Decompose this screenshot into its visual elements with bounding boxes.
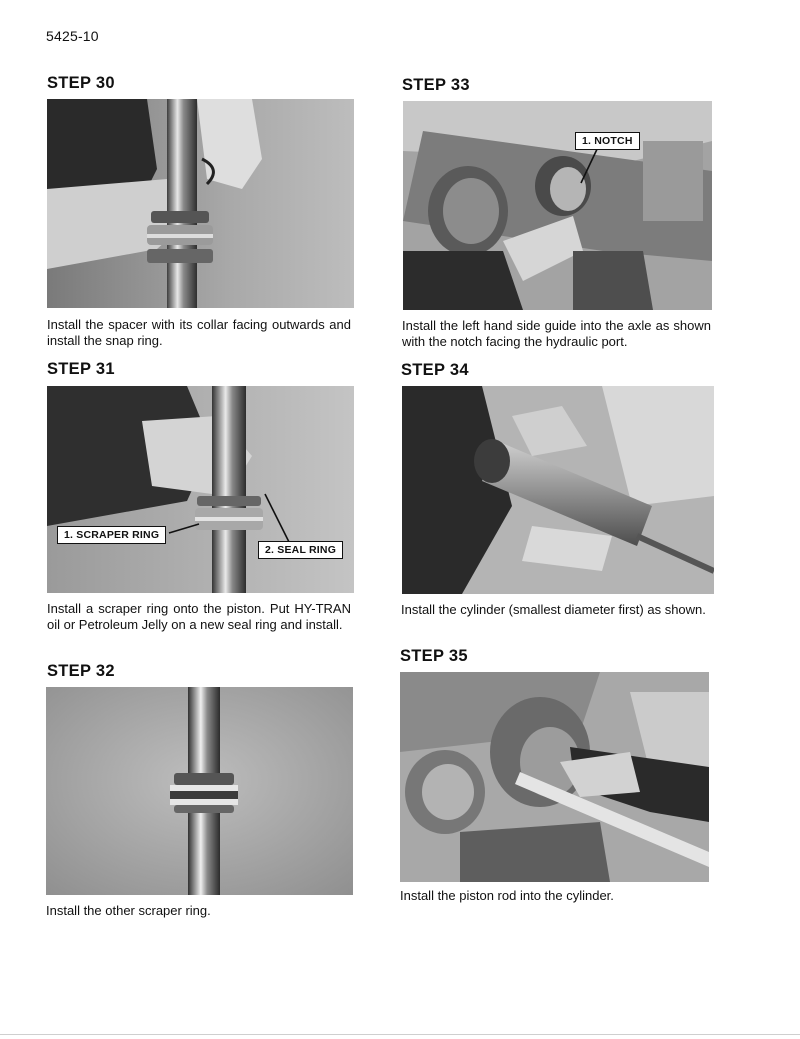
callout-scraper-ring: 1. SCRAPER RING — [57, 526, 166, 544]
piston-rod-insert-photo — [400, 672, 709, 882]
step-33-title: STEP 33 — [402, 76, 470, 94]
callout-seal-ring: 2. SEAL RING — [258, 541, 343, 559]
step-34-caption: Install the cylinder (smallest diameter first) as shown. — [401, 602, 706, 617]
step-35-title: STEP 35 — [400, 647, 468, 665]
step-33-caption: Install the left hand side guide into the axle as shown with the notch facing the hydraulic port. — [402, 318, 711, 349]
step-30-title: STEP 30 — [47, 74, 115, 92]
axle-guide-photo — [403, 101, 712, 310]
piston-rod-photo — [46, 687, 353, 895]
scraper-ring-photo — [47, 386, 354, 593]
step-32-title: STEP 32 — [47, 662, 115, 680]
step-31-title: STEP 31 — [47, 360, 115, 378]
step-32-caption: Install the other scraper ring. — [46, 903, 211, 918]
page-bottom-rule — [0, 1034, 800, 1035]
step-34-title: STEP 34 — [401, 361, 469, 379]
step-35-caption: Install the piston rod into the cylinder. — [400, 888, 614, 903]
callout-notch: 1. NOTCH — [575, 132, 640, 150]
step-30-caption: Install the spacer with its collar facing outwards and install the snap ring. — [47, 317, 351, 348]
step-31-caption: Install a scraper ring onto the piston. Put HY-TRAN oil or Petroleum Jelly on a new seal ring and install. — [47, 601, 351, 632]
cylinder-install-photo — [402, 386, 714, 594]
piston-spacer-photo — [47, 99, 354, 308]
page-number: 5425-10 — [46, 28, 99, 44]
